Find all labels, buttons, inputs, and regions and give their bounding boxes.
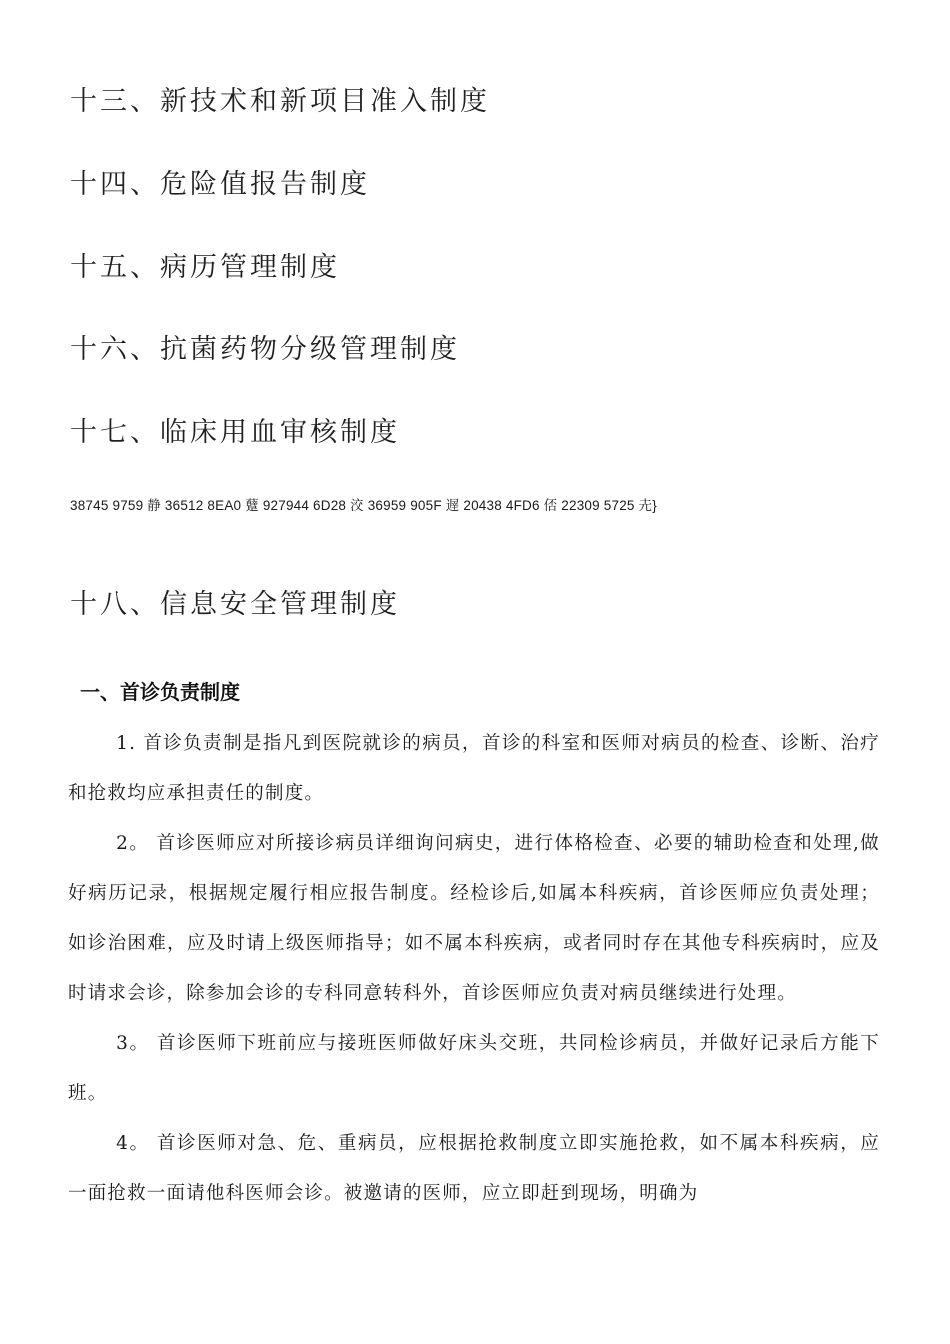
toc-item-17: 十七、临床用血审核制度 [70, 417, 400, 448]
section-heading: 一、首诊负责制度 [80, 680, 240, 704]
paragraph-4: 4。 首诊医师对急、危、重病员，应根据抢救制度立即实施抢救，如不属本科疾病，应一面抢救一面请他科医师会诊。被邀请的医师，应立即赶到现场，明确为 [68, 1133, 880, 1204]
toc-item-18: 十八、信息安全管理制度 [70, 589, 400, 620]
encoded-text-line: 38745 9759 静 36512 8EA0 躠 927944 6D28 洨 36959 905F 遟 20438 4FD6 俖 22309 5725 圥} [70, 498, 657, 513]
paragraph-1: 1. 首诊负责制是指凡到医院就诊的病员，首诊的科室和医师对病员的检查、诊断、治疗和抢救均应承担责任的制度。 [68, 733, 880, 804]
toc-item-13: 十三、新技术和新项目准入制度 [70, 86, 490, 117]
toc-item-14: 十四、危险值报告制度 [70, 169, 370, 200]
paragraph-3: 3。 首诊医师下班前应与接班医师做好床头交班，共同检诊病员，并做好记录后方能下班。 [68, 1033, 880, 1104]
section-body [68, 719, 880, 1219]
paragraph-2: 2。 首诊医师应对所接诊病员详细询问病史，进行体格检查、必要的辅助检查和处理,做好病历记录，根据规定履行相应报告制度。经检诊后,如属本科疾病，首诊医师应负责处理；如诊治困难，应及时请上级医师指导；如不属本科疾病，或者同时存在其他专科疾病时，应及时请求会诊，除参加会诊的专科同意转科外，首诊医师应负责对病员继续进行处理。 [68, 833, 880, 1004]
toc-item-15: 十五、病历管理制度 [70, 252, 340, 283]
toc-item-16: 十六、抗菌药物分级管理制度 [70, 334, 460, 365]
